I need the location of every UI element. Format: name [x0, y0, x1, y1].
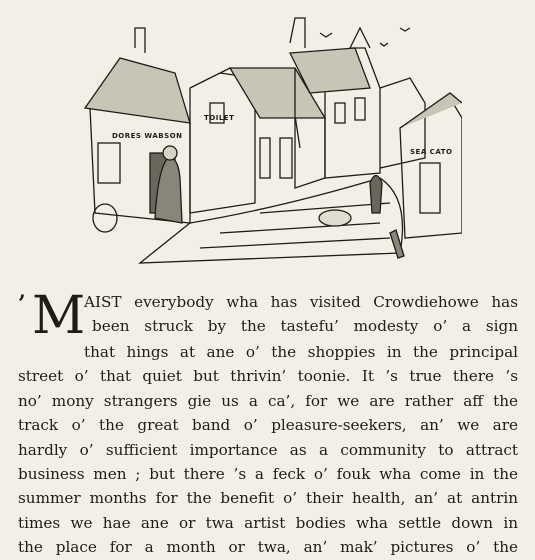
text-line-7: hardly o’ sufficient importance as a community to attract	[18, 440, 518, 459]
text-line	[84, 290, 518, 314]
line-1: everybody wha has visited Crowdiehowe has	[134, 293, 518, 311]
text-line-8: business men ; but there ’s a feck o’ fouk wha come in the	[18, 464, 518, 483]
opening-quote: ’	[18, 291, 26, 317]
text-line-2: been struck by the tastefu’ modesty o’ a sign	[92, 317, 518, 336]
opening-paragraph	[18, 286, 518, 346]
text-line-11: the place for a month or twa, an’ mak’ pictures o’ the	[18, 538, 518, 557]
text-line-10: times we hae ane or twa artist bodies wha settle down in	[18, 513, 518, 532]
text-line-5: no’ mony strangers gie us a ca’, for we are rather aff the	[18, 391, 518, 410]
sign-right: SEA CATO	[410, 148, 453, 156]
drop-cap: M	[32, 286, 85, 346]
text-line-6: track o’ the great band o’ pleasure-seekers, an’ we are	[18, 416, 518, 435]
engraving-image	[80, 8, 462, 266]
text-line-4: street o’ that quiet but thrivin’ toonie. It ’s true there ’s	[18, 367, 518, 386]
sign-toilet: TOILET	[204, 114, 235, 122]
drop-cap-lines	[84, 290, 518, 339]
story-passage	[18, 286, 518, 560]
sign-shop: DORES WABSON	[112, 132, 183, 140]
village-street-illustration	[80, 8, 462, 266]
text-line-9: summer months for the benefit o’ their health, an’ at antrin	[18, 489, 518, 508]
first-word-rest: AIST	[84, 293, 122, 311]
text-line-3: that hings at ane o’ the shoppies in the principal	[84, 343, 518, 361]
